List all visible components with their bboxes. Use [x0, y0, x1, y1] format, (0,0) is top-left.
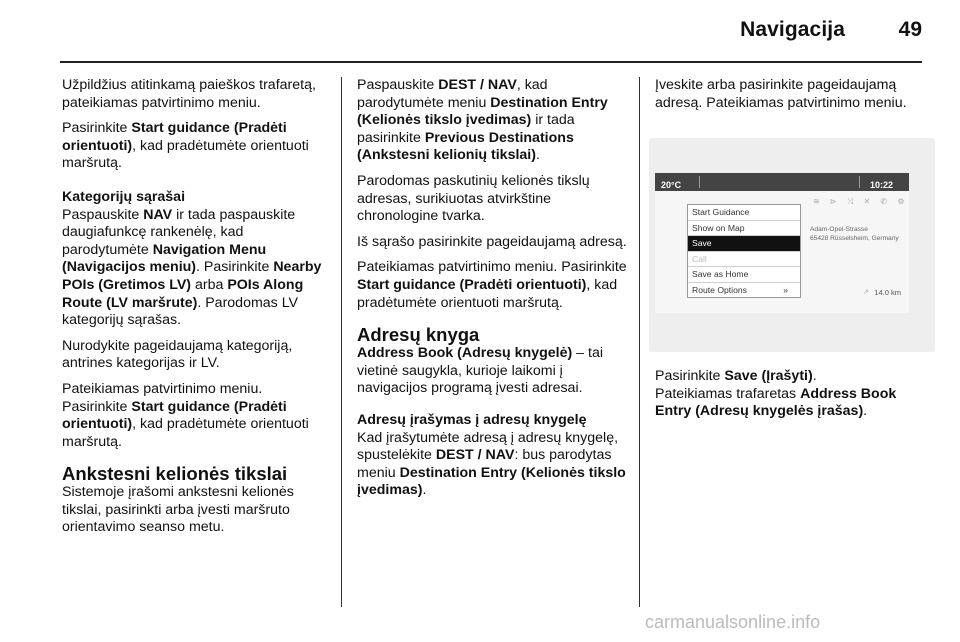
paragraph: Pasirinkite Start guidance (Pradėti orientuoti), kad pradėtumėte orientuoti maršrutą. [62, 120, 309, 172]
paragraph: Įveskite arba pasirinkite pageidaujamą adresą. Pateikiamas patvirtinimo meniu. [655, 77, 907, 111]
status-icons: ≋ ⊳ ⤨ ✕ ✆ ⚙ [813, 197, 909, 207]
confirmation-menu [687, 204, 801, 298]
menu-item-save[interactable]: Save [688, 236, 800, 252]
menu-item-call[interactable]: Call [688, 252, 800, 268]
paragraph: Kad įrašytumėte adresą į adresų knygelę, spustelėkite DEST / NAV: bus parodytas meniu Destination Entry (Kelionės tikslo įvedimas). [357, 429, 626, 499]
page-header [0, 0, 960, 60]
display-screen [655, 173, 909, 313]
infotainment-screenshot [649, 138, 935, 352]
header-divider [60, 61, 922, 63]
status-bar [655, 173, 909, 191]
column-divider-1 [341, 77, 342, 607]
route-icon: ⇗ [863, 288, 869, 296]
destination-address: Adam-Opel-Strasse 65428 Rüsselsheim, Germany [810, 226, 899, 243]
page-number: 49 [898, 18, 922, 41]
paragraph: Pateikiamas patvirtinimo meniu. Pasirinkite Start guidance (Pradėti orientuoti), kad pradėtumėte orientuoti maršrutą. [357, 259, 627, 311]
status-separator [699, 176, 700, 188]
paragraph: Pateikiamas patvirtinimo meniu. Pasirinkite Start guidance (Pradėti orientuoti), kad pradėtumėte orientuoti maršrutą. [62, 380, 309, 450]
menu-item-route-options[interactable]: Route Options » [688, 283, 800, 298]
paragraph: Address Book (Adresų knygelė) – tai vietinė saugykla, kurioje laikomi į navigacijos programą įvesti adresai. [357, 345, 603, 397]
section-heading-previous: Ankstesni kelionės tikslai [62, 463, 288, 485]
distance-readout: 14.0 km [874, 287, 901, 297]
page-title: Navigacija [740, 18, 845, 41]
paragraph: Paspauskite NAV ir tada paspauskite daugiafunkcę rankenėlę, kad parodytumėte Navigation Menu (Navigacijos meniu). Pasirinkite Nearby POIs (Gretimos LV) arba POIs Along Route (LV maršrute). Parodomas LV kategorijų sąrašas. [62, 206, 322, 329]
column-divider-2 [639, 77, 640, 607]
paragraph: Sistemoje įrašomi ankstesni kelionės tikslai, pasirinkti arba įvesti maršruto orientavimo seanso metu. [62, 484, 294, 536]
menu-item-start-guidance[interactable]: Start Guidance [688, 205, 800, 221]
clock-readout: 10:22 [869, 180, 893, 191]
subheading-categories: Kategorijų sąrašai [62, 188, 186, 205]
column-3 [655, 77, 923, 429]
subheading-address-entry: Adresų įrašymas į adresų knygelę [357, 411, 587, 428]
paragraph: Parodomas paskutinių kelionės tikslų adresas, surikiuotas atvirkštine chronologine tvarka. [357, 172, 590, 225]
chevron-right-icon: » [783, 284, 788, 295]
paragraph: Užpildžius atitinkamą paieškos trafaretą, pateikiamas patvirtinimo meniu. [62, 77, 316, 111]
menu-item-show-on-map[interactable]: Show on Map [688, 221, 800, 237]
paragraph: Pateikiamas trafaretas Address Book Entry (Adresų knygelės įrašas). [655, 385, 897, 420]
paragraph: Pasirinkite Save (Įrašyti). [655, 368, 817, 385]
section-heading-address-book: Adresų knyga [357, 324, 480, 346]
paragraph: Iš sąrašo pasirinkite pageidaujamą adresą. [357, 233, 627, 250]
paragraph: Paspauskite DEST / NAV, kad parodytumėte meniu Destination Entry (Kelionės tikslo įvedimas) ir tada pasirinkite Previous Destinations (Ankstesni kelionių tikslai). [357, 77, 608, 164]
temperature-readout: 20°C [661, 180, 682, 191]
column-1 [62, 77, 330, 545]
status-separator [859, 176, 860, 188]
paragraph: Nurodykite pageidaujamą kategoriją, antrines kategorijas ir LV. [62, 337, 293, 372]
menu-item-save-as-home[interactable]: Save as Home [688, 267, 800, 283]
column-2 [357, 77, 629, 508]
watermark: carmanualsonline.info [645, 612, 821, 632]
